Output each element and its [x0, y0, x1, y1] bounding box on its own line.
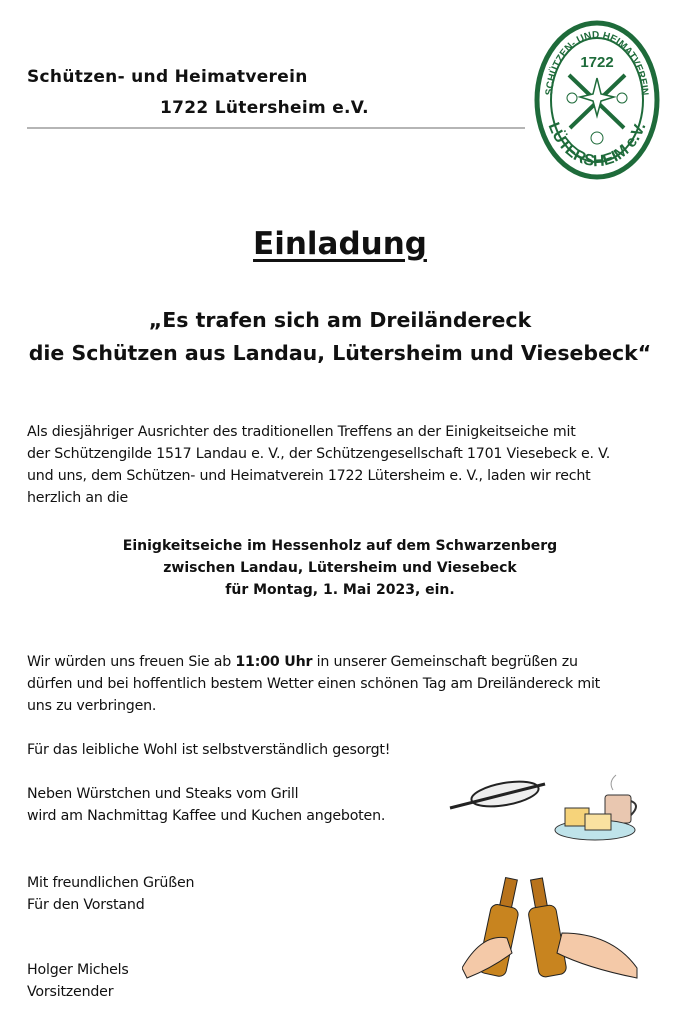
club-logo	[534, 20, 660, 180]
intro-line: und uns, dem Schützen- und Heimatverein 1722 Lütersheim e. V., laden wir recht	[27, 468, 591, 484]
welcome-text: in unserer Gemeinschaft begrüßen zu	[312, 654, 578, 670]
beer-toast-illustration	[462, 873, 642, 983]
event-date-line: für Montag, 1. Mai 2023, ein.	[225, 582, 455, 598]
beer-bottle-icon	[523, 877, 568, 978]
food-line: Neben Würstchen und Steaks vom Grill	[27, 786, 299, 802]
closing-board: Für den Vorstand	[27, 897, 145, 913]
location-line: zwischen Landau, Lütersheim und Viesebeck	[163, 560, 517, 576]
start-time: 11:00 Uhr	[235, 654, 313, 670]
org-name-line2: 1722 Lütersheim e.V.	[160, 98, 369, 118]
signer-name: Holger Michels	[27, 962, 129, 978]
signature-block	[27, 959, 129, 1003]
welcome-line: uns zu verbringen.	[27, 698, 157, 714]
closing-greeting: Mit freundlichen Grüßen	[27, 875, 195, 891]
page-title: Einladung	[253, 226, 427, 262]
intro-paragraph	[27, 421, 610, 509]
food-line: wird am Nachmittag Kaffee und Kuchen angeboten.	[27, 808, 386, 824]
intro-line: der Schützengilde 1517 Landau e. V., der Schützengesellschaft 1701 Viesebeck e. V.	[27, 446, 611, 462]
signer-title: Vorsitzender	[27, 984, 114, 1000]
location-line: Einigkeitseiche im Hessenholz auf dem Schwarzenberg	[122, 538, 558, 554]
intro-line: Als diesjähriger Ausrichter des traditionellen Treffens an der Einigkeitseiche mit	[27, 424, 576, 440]
svg-text:1722: 1722	[580, 54, 614, 71]
sausage-icon	[450, 777, 545, 810]
header-divider	[27, 127, 525, 129]
welcome-text: Wir würden uns freuen Sie ab	[27, 654, 236, 670]
motto-line-2: die Schützen aus Landau, Lütersheim und Viesebeck“	[28, 341, 652, 365]
welcome-paragraph	[27, 651, 600, 717]
intro-line: herzlich an die	[27, 490, 129, 506]
welcome-line: dürfen und bei hoffentlich bestem Wetter einen schönen Tag am Dreiländereck mit	[27, 676, 601, 692]
svg-text:SCHÜTZEN- UND HEIMATVEREIN: SCHÜTZEN- UND HEIMATVEREIN	[544, 29, 650, 96]
grill-coffee-cake-illustration	[445, 770, 650, 850]
motto-line-1: „Es trafen sich am Dreiländereck	[148, 308, 532, 332]
org-name-line1: Schützen- und Heimatverein	[27, 67, 308, 87]
svg-text:LÜTERSHEIM e.V.: LÜTERSHEIM e.V.	[544, 120, 650, 171]
food-paragraph	[27, 783, 385, 827]
closing-block	[27, 872, 194, 916]
location-block	[0, 535, 680, 601]
food-note: Für das leibliche Wohl ist selbstverständlich gesorgt!	[27, 742, 391, 758]
